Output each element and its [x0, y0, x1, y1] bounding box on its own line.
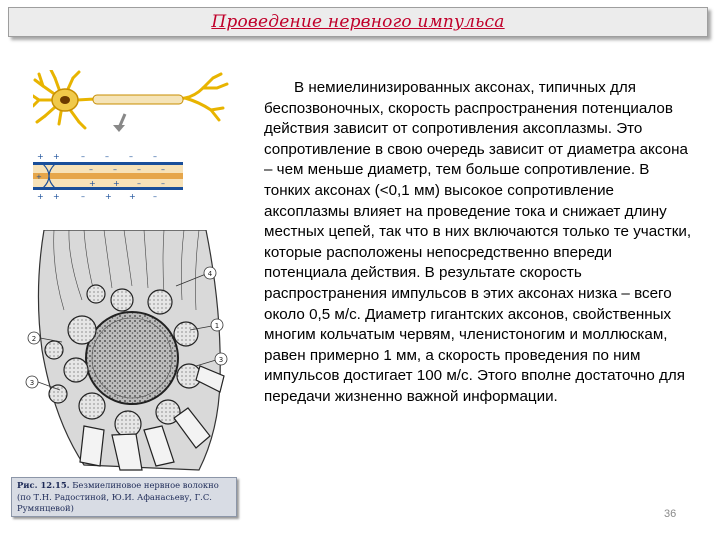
svg-text:–: –: [81, 192, 85, 200]
callout-2: 2: [31, 335, 37, 343]
svg-text:–: –: [105, 152, 109, 161]
page-number: 36: [664, 508, 677, 520]
svg-text:–: –: [129, 152, 133, 161]
svg-text:–: –: [153, 192, 157, 200]
svg-text:+: +: [37, 152, 44, 161]
svg-text:+: +: [105, 192, 112, 200]
svg-text:–: –: [137, 165, 141, 174]
svg-text:+: +: [36, 173, 42, 181]
callout-4: 4: [207, 270, 213, 278]
figure-caption-text: Безмиелиновое нервное волокно (по Т.Н. Радостиной, Ю.И. Афанасьеву, Г.С. Румянцевой): [17, 480, 219, 513]
svg-text:–: –: [113, 165, 117, 174]
svg-text:+: +: [89, 179, 96, 188]
svg-text:+: +: [53, 192, 60, 200]
callout-1: 1: [214, 322, 220, 330]
figure-number: Рис. 12.15.: [17, 480, 70, 490]
callout-3-left: 3: [29, 379, 35, 387]
neuron-illustration: [33, 70, 238, 132]
title-bar: [8, 7, 708, 37]
svg-text:–: –: [153, 152, 157, 161]
svg-text:+: +: [53, 152, 60, 161]
svg-text:+: +: [113, 179, 120, 188]
svg-text:–: –: [161, 165, 165, 174]
body-paragraph: В немиелинизированных аксонах, типичных для беспозвоночных, скорость распространения потенциалов действия зависит от сопротивления аксоплазмы. Это сопротивление в свою очередь зависит от диаметра аксона – чем меньше диаметр, тем больше сопротивление. В тонких аксонах (<0,1 мм) высокое сопротивление аксоплазмы влияет на проведение тока и снижает длину местных цепей, так что в них включаются только те участки, которые расположены непосредственно впереди потенциала действия. В результате скорость распространения импульсов в этих аксонах низка – всего около 0,5 м/с. Диаметр гигантских аксонов, свойственных многим кольчатым червям, членистоногим и моллюскам, равен примерно 1 мм, а скорость проведения по ним импульсов достигает 100 м/с. Этого вполне достаточно для передачи жизненно важной информации.: [264, 79, 692, 405]
callout-3: 3: [218, 356, 224, 364]
svg-text:–: –: [81, 152, 85, 161]
svg-text:–: –: [137, 179, 141, 188]
svg-text:+: +: [129, 192, 136, 200]
svg-text:–: –: [161, 179, 165, 188]
svg-text:+: +: [37, 192, 44, 200]
figure-caption: [11, 477, 237, 517]
slide-title: Проведение нервного импульса: [211, 12, 505, 32]
nerve-fiber-drawing: [24, 230, 239, 475]
axon-conduction-illustration: [33, 152, 183, 200]
svg-text:–: –: [89, 165, 93, 174]
